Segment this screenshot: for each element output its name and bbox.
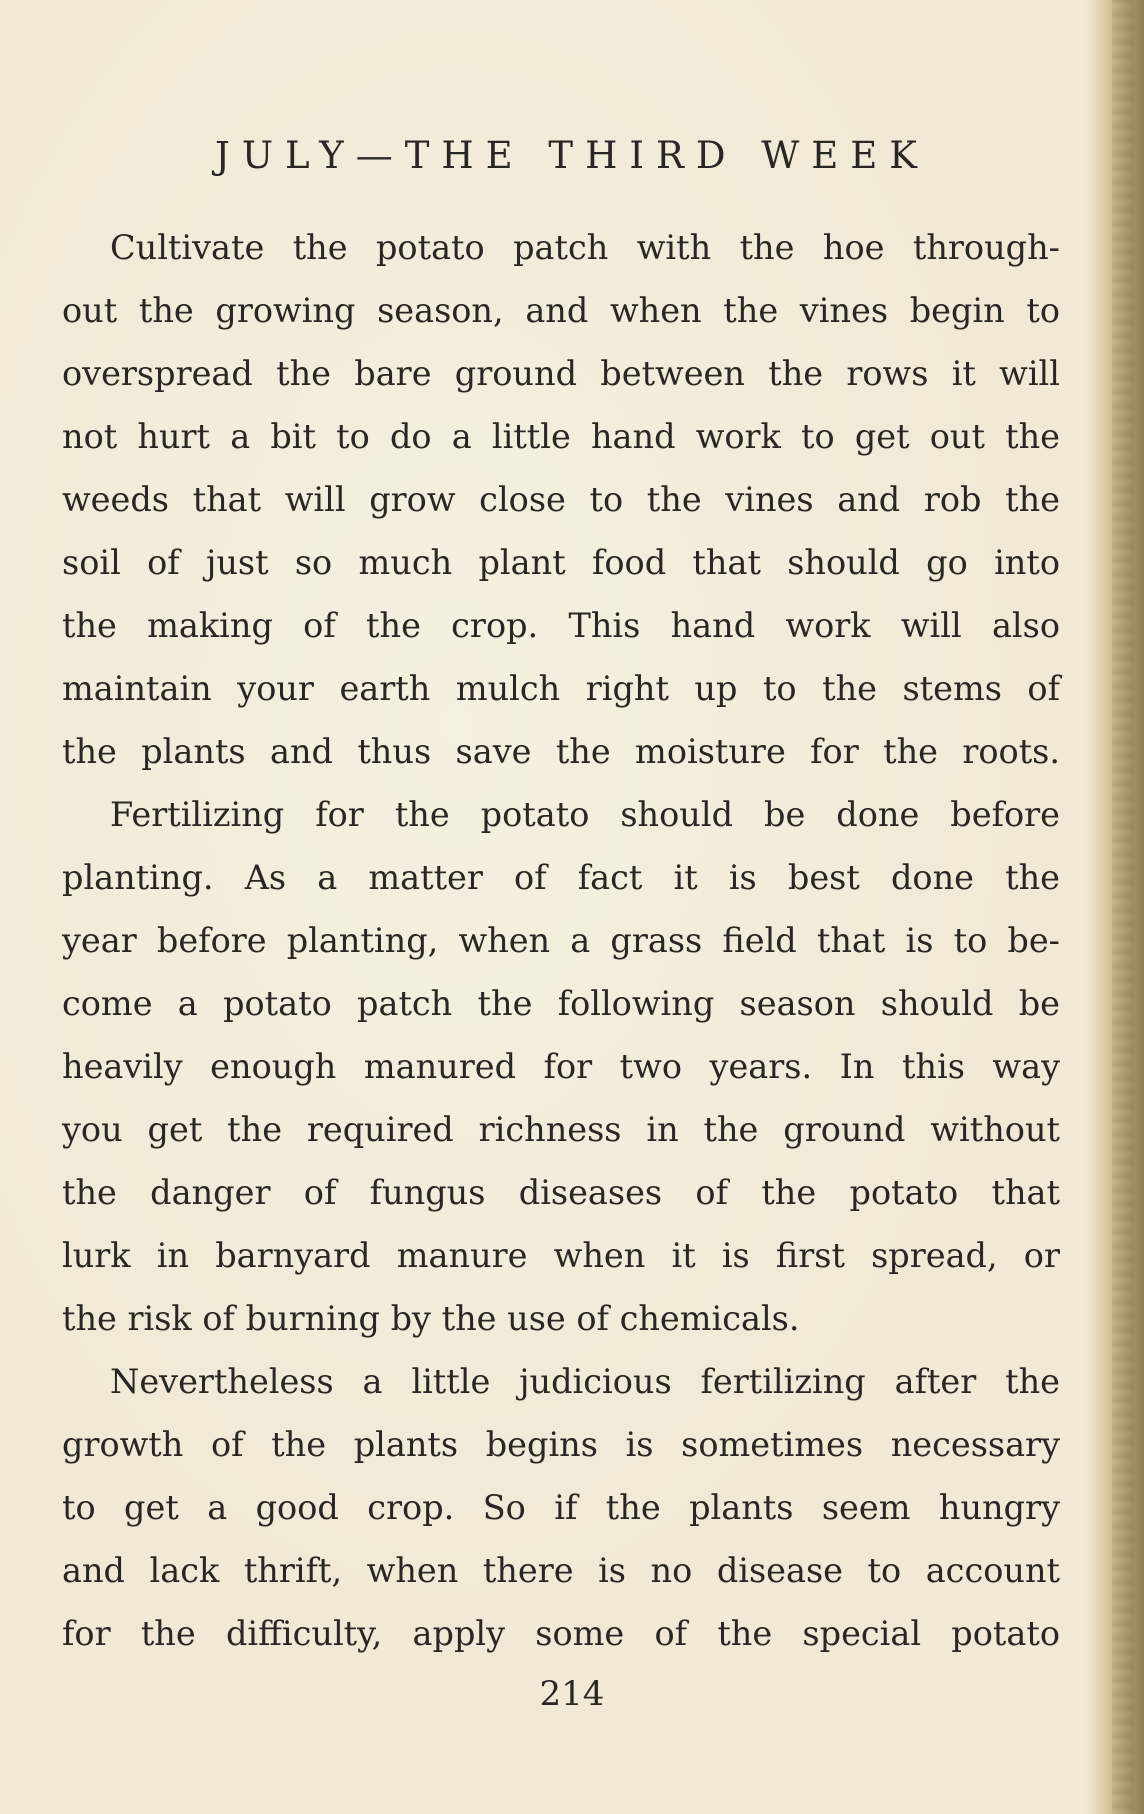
binding-edge — [1112, 0, 1134, 1814]
text-line: out the growing season, and when the vines begin to — [62, 291, 1060, 330]
text-line: growth of the plants begins is sometimes necessary — [62, 1425, 1060, 1464]
text-line: the risk of burning by the use of chemicals. — [62, 1299, 800, 1338]
text-line: to get a good crop. So if the plants seem hungry — [62, 1488, 1060, 1527]
text-line: the plants and thus save the moisture for the roots. — [62, 732, 1060, 771]
text-line: not hurt a bit to do a little hand work to get out the — [62, 417, 1060, 456]
text-line: Fertilizing for the potato should be done before — [110, 795, 1060, 834]
text-line: maintain your earth mulch right up to the stems of — [62, 669, 1060, 708]
text-line: for the difficulty, apply some of the special potato — [62, 1614, 1060, 1653]
text-line: the making of the crop. This hand work will also — [62, 606, 1060, 645]
text-line: come a potato patch the following season should be — [62, 984, 1060, 1023]
text-line: Nevertheless a little judicious fertilizing after the — [110, 1362, 1060, 1401]
page-number: 214 — [539, 1674, 605, 1714]
text-line: lurk in barnyard manure when it is first spread, or — [62, 1236, 1060, 1275]
body-text — [62, 216, 1060, 1665]
text-line: soil of just so much plant food that should go into — [62, 543, 1060, 582]
running-head: JULY—THE THIRD WEEK — [215, 134, 929, 177]
text-line: planting. As a matter of fact it is best done the — [62, 858, 1060, 897]
text-line: overspread the bare ground between the rows it will — [62, 354, 1060, 393]
text-line: and lack thrift, when there is no disease to account — [62, 1551, 1060, 1590]
text-line: year before planting, when a grass field that is to be- — [62, 921, 1060, 960]
text-line: weeds that will grow close to the vines and rob the — [62, 480, 1060, 519]
text-line: the danger of fungus diseases of the potato that — [62, 1173, 1060, 1212]
text-line: heavily enough manured for two years. In this way — [62, 1047, 1060, 1086]
text-line: you get the required richness in the ground without — [62, 1110, 1060, 1149]
text-line: Cultivate the potato patch with the hoe through- — [110, 228, 1060, 267]
